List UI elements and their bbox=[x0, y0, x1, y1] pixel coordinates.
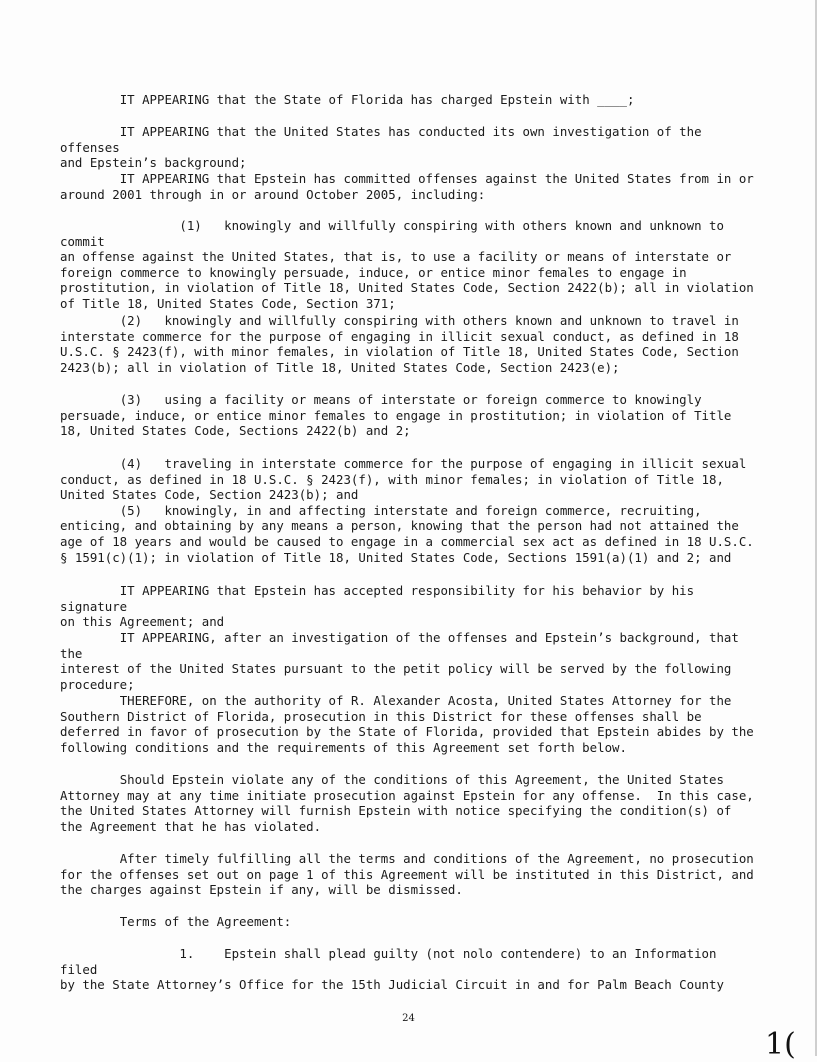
paragraph-offense-3: (3) using a facility or means of interstate or foreign commerce to knowingly persuade, induce, or entice minor females to engage in prostitution; in violation of Title 18, United States Code, Sections 2422(b) and 2; bbox=[60, 392, 732, 439]
paragraph-offense-4-5: (4) traveling in interstate commerce for the purpose of engaging in illicit sexual conduct, as defined in 18 U.S.C. § 2423(f), with minor females; in violation of Title 18, United States Code, Section 2423(b); and (5) knowingly, in and affecting interstate and foreign commerce, recruiting, enticing, and obtaining by any means a person, knowing that the person had not attained the age of 18 years and would be caused to engage in a commercial sex act as defined in 18 U.S.C. § 1591(c)(1); in violation of Title 18, United States Code, Sections 1591(a)(1) and 2; and bbox=[60, 456, 754, 565]
paragraph-responsibility: IT APPEARING that Epstein has accepted responsibility for his behavior by his signature on this Agreement; and bbox=[60, 583, 695, 630]
paragraph-violation: Should Epstein violate any of the conditions of this Agreement, the United States Attorney may at any time initiate prosecution against Epstein for any offense. In this case, the United States Attorney will furnish Epstein with notice specifying the condition(s) of the Agreement that he has violated. bbox=[60, 772, 754, 834]
paragraph-offense-2: (2) knowingly and willfully conspiring with others known and unknown to travel in interstate commerce for the purpose of engaging in illicit sexual conduct, as defined in 18 U.S.C. § 2423(f), with minor females, in violation of Title 18, United States Code, Section 2423(b); all in violation of Title 18, United States Code, Section 2423(e); bbox=[60, 313, 739, 375]
paragraph-us-investigation: IT APPEARING that the United States has conducted its own investigation of the offenses and Epstein’s background; bbox=[60, 124, 702, 171]
paragraph-offense-1: (1) knowingly and willfully conspiring with others known and unknown to commit an offense against the United States, that is, to use a facility or means of interstate or foreign commerce to knowingly persuade, induce, or entice minor females to engage in prostitution, in violation of Title 18, United States Code, Section 2422(b); all in violation of Title 18, United States Code, Section 371; bbox=[60, 218, 754, 311]
page-number: 24 bbox=[402, 1013, 415, 1024]
paragraph-petit-policy: IT APPEARING, after an investigation of the offenses and Epstein’s background, that the interest of the United States pursuant to the petit policy will be served by the following procedure; bbox=[60, 630, 739, 692]
handwritten-initials: 1( bbox=[765, 1027, 796, 1062]
paragraph-terms-heading: Terms of the Agreement: bbox=[60, 914, 292, 929]
paragraph-state-charge: IT APPEARING that the State of Florida has charged Epstein with ____; bbox=[60, 92, 635, 107]
paragraph-fulfilment: After timely fulfilling all the terms and conditions of the Agreement, no prosecution for the offenses set out on page 1 of this Agreement will be instituted in this District, and the charges against Epstein if any, will be dismissed. bbox=[60, 851, 754, 898]
paragraph-term-1: 1. Epstein shall plead guilty (not nolo contendere) to an Information filed by the State Attorney’s Office for the 15th Judicial Circuit in and for Palm Beach County bbox=[60, 946, 724, 993]
paragraph-offenses-intro: IT APPEARING that Epstein has committed offenses against the United States from in or around 2001 through in or around October 2005, including: bbox=[60, 171, 754, 202]
paragraph-therefore: THEREFORE, on the authority of R. Alexander Acosta, United States Attorney for the Southern District of Florida, prosecution in this District for these offenses shall be deferred in favor of prosecution by the State of Florida, provided that Epstein abides by the following conditions and the requirements of this Agreement set forth below. bbox=[60, 693, 754, 755]
